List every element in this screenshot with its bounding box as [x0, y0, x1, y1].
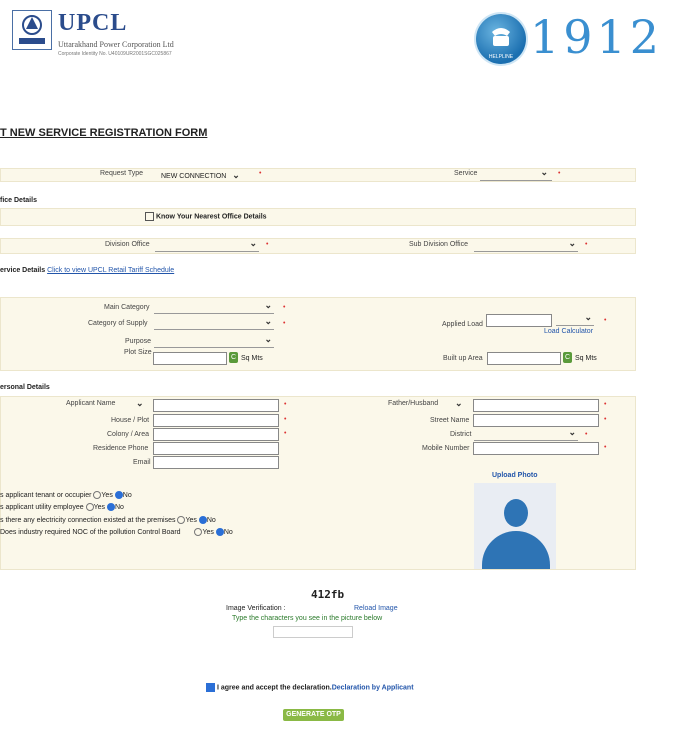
declaration-checkbox[interactable] — [206, 683, 215, 692]
chevron-down-icon: ⌄ — [232, 170, 240, 180]
plot-unit: Sq Mts — [241, 355, 263, 362]
father-input[interactable] — [473, 399, 599, 412]
required-marker: • — [266, 241, 269, 248]
radio-no[interactable] — [115, 491, 123, 499]
required-marker: • — [604, 416, 607, 423]
chevron-down-icon: ⌄ — [540, 167, 548, 177]
applied-load-label: Applied Load — [442, 321, 483, 328]
colony-label: Colony / Area — [107, 431, 150, 438]
checkbox-icon — [145, 212, 154, 221]
radio-no[interactable] — [199, 516, 207, 524]
main-category-label: Main Category — [104, 304, 150, 311]
division-label: Division Office — [105, 241, 150, 248]
avatar-placeholder[interactable] — [474, 483, 556, 569]
purpose-label: Purpose — [125, 338, 152, 345]
question-text: s applicant utility employee — [0, 503, 84, 511]
street-input[interactable] — [473, 414, 599, 427]
required-marker: • — [284, 430, 287, 437]
know-office-checkbox[interactable] — [145, 212, 267, 221]
plot-size-label: Plot Size — [124, 349, 152, 356]
question-text: s there any electricity connection existed at the premises — [0, 516, 176, 524]
required-marker: • — [604, 444, 607, 451]
captcha-image: 412fb — [311, 588, 345, 601]
upload-photo-link[interactable]: Upload Photo — [492, 472, 538, 479]
radio-no[interactable] — [107, 503, 115, 511]
required-marker: • — [284, 416, 287, 423]
helpline-badge: HELPLINE — [488, 54, 514, 60]
chevron-down-icon: ⌄ — [264, 300, 272, 310]
district-select[interactable] — [474, 429, 578, 441]
request-type-select[interactable] — [161, 170, 240, 181]
no-label: No — [122, 491, 132, 499]
father-label: Father/Husband — [388, 400, 439, 407]
subdivision-label: Sub Division Office — [409, 241, 469, 248]
email-input[interactable] — [153, 456, 279, 469]
email-label: Email — [133, 459, 151, 466]
yes-label: Yes — [93, 503, 106, 511]
division-select[interactable] — [155, 240, 259, 252]
know-office-label: Know Your Nearest Office Details — [155, 213, 267, 221]
captcha-input[interactable] — [273, 626, 353, 638]
required-marker: • — [284, 401, 287, 408]
purpose-select[interactable] — [154, 336, 274, 348]
residence-phone-input[interactable] — [153, 442, 279, 455]
personal-section-title: ersonal Details — [0, 384, 50, 391]
plot-size-input[interactable] — [153, 352, 227, 365]
category-supply-select[interactable] — [154, 318, 274, 330]
load-calculator-link[interactable]: Load Calculator — [544, 328, 594, 335]
built-up-label: Built up Area — [443, 355, 483, 362]
question-tenant — [0, 491, 132, 499]
declaration-link[interactable]: Declaration by Applicant — [331, 684, 414, 692]
main-category-select[interactable] — [154, 302, 274, 314]
applied-load-input[interactable] — [486, 314, 552, 327]
question-existing-connection — [0, 516, 216, 524]
chevron-down-icon[interactable]: ⌄ — [136, 398, 144, 408]
yes-label: Yes — [185, 516, 197, 524]
district-label: District — [450, 431, 472, 438]
mobile-label: Mobile Number — [422, 445, 470, 452]
brand-title: UPCL — [58, 10, 128, 36]
radio-yes[interactable] — [86, 503, 94, 511]
declaration-row — [206, 683, 414, 692]
request-type-value: NEW CONNECTION — [161, 173, 227, 180]
request-type-label: Request Type — [100, 170, 144, 177]
tariff-link[interactable]: Click to view UPCL Retail Tariff Schedule — [47, 267, 175, 274]
form-title: T NEW SERVICE REGISTRATION FORM — [0, 127, 208, 139]
declaration-text: I agree and accept the declaration. — [216, 684, 332, 692]
plot-calculator-button[interactable]: C — [230, 354, 237, 361]
applicant-name-label: Applicant Name — [66, 400, 116, 407]
mobile-input[interactable] — [473, 442, 599, 455]
built-up-input[interactable] — [487, 352, 561, 365]
chevron-down-icon: ⌄ — [568, 427, 576, 437]
category-supply-label: Category of Supply — [88, 320, 148, 327]
question-text: Does industry required NOC of the pollution Control Board — [0, 528, 181, 536]
helpline-phone-icon — [476, 14, 526, 64]
required-marker: • — [604, 401, 607, 408]
yes-label: Yes — [202, 528, 214, 536]
applicant-name-input[interactable] — [153, 399, 279, 412]
corporate-id: Corporate Identity No. U40109UR2001SGC025867 — [58, 51, 172, 57]
captcha-instruction: Type the characters you see in the picture below — [232, 615, 383, 622]
generate-otp-button[interactable]: GENERATE OTP — [283, 709, 344, 721]
question-noc — [0, 528, 233, 536]
service-select[interactable] — [480, 169, 552, 181]
required-marker: • — [604, 317, 607, 324]
required-marker: • — [558, 170, 561, 177]
service-section-title — [0, 267, 174, 274]
chevron-down-icon: ⌄ — [264, 334, 272, 344]
chevron-down-icon[interactable]: ⌄ — [455, 398, 463, 408]
chevron-down-icon: ⌄ — [584, 312, 592, 322]
no-label: No — [206, 516, 216, 524]
colony-input[interactable] — [153, 428, 279, 441]
house-label: House / Plot — [111, 417, 150, 424]
required-marker: • — [585, 431, 588, 438]
user-head-icon — [504, 499, 528, 527]
yes-label: Yes — [101, 491, 113, 499]
required-marker: • — [585, 241, 588, 248]
built-up-calculator-button[interactable]: C — [564, 354, 571, 361]
office-band — [0, 208, 636, 226]
subdivision-select[interactable] — [474, 240, 578, 252]
required-marker: • — [283, 320, 286, 327]
service-label: Service — [454, 170, 478, 177]
reload-image-link[interactable]: Reload Image — [354, 605, 398, 612]
street-label: Street Name — [430, 417, 470, 424]
helpline-number: 1912 — [530, 10, 664, 64]
chevron-down-icon: ⌄ — [264, 316, 272, 326]
upcl-emblem-icon — [13, 11, 51, 49]
upcl-logo — [12, 10, 52, 50]
radio-no[interactable] — [216, 528, 224, 536]
required-marker: • — [283, 304, 286, 311]
required-marker: • — [259, 170, 262, 177]
load-unit-select[interactable] — [556, 314, 594, 326]
image-verification-label: Image Verification : — [226, 605, 286, 612]
house-input[interactable] — [153, 414, 279, 427]
service-section-label: ervice Details — [0, 267, 46, 274]
user-body-icon — [482, 531, 550, 569]
office-section-title: fice Details — [0, 197, 37, 204]
built-up-unit: Sq Mts — [575, 355, 597, 362]
chevron-down-icon: ⌄ — [568, 238, 576, 248]
brand-full-name: Uttarakhand Power Corporation Ltd — [58, 40, 174, 49]
question-employee — [0, 503, 124, 511]
chevron-down-icon: ⌄ — [249, 238, 257, 248]
residence-phone-label: Residence Phone — [93, 445, 149, 452]
no-label: No — [223, 528, 233, 536]
no-label: No — [114, 503, 124, 511]
question-text: s applicant tenant or occupier — [0, 491, 92, 499]
